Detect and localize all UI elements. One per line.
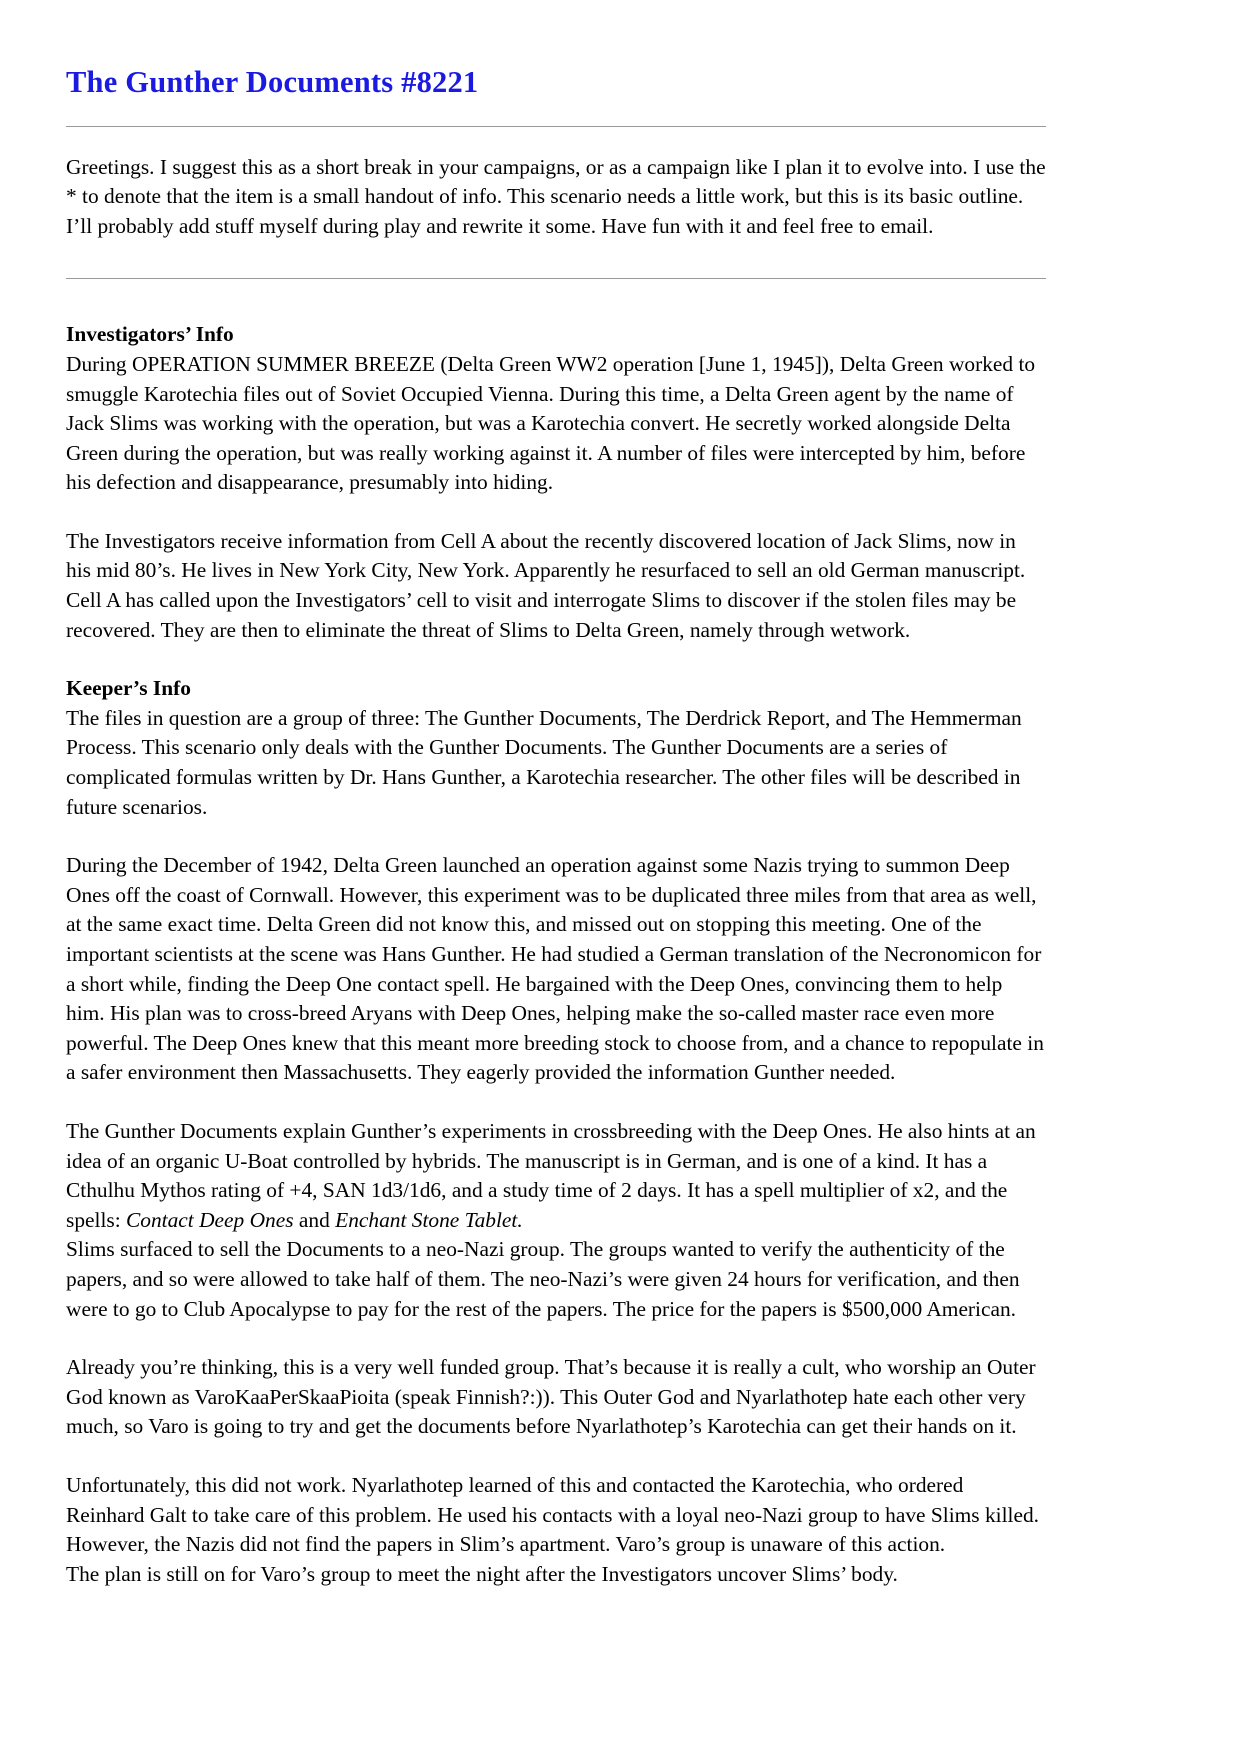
paragraph: During OPERATION SUMMER BREEZE (Delta Green WW2 operation [June 1, 1945]), Delta Green worked to smuggle Karotechia files out of Soviet Occupied Vienna. During this time, a Delta Green agent by the name of Jack Slims was working with the operation, but was a Karotechia convert. He secretly worked alongside Delta Green during the operation, but was really working against it. A number of files were intercepted by him, before his defection and disappearance, presumably into hiding. (66, 351, 1036, 495)
section-heading-investigators: Investigators’ Info (66, 322, 234, 347)
paragraph: Unfortunately, this did not work. Nyarlathotep learned of this and contacted the Karotechia, who ordered Reinhard Galt to take care of this problem. He used his contacts with a loyal neo-Nazi group to have Slims killed. However, the Nazis did not find the papers in Slim’s apartment. Varo’s group is unaware of this action. (66, 1472, 1040, 1557)
divider-middle (66, 278, 1046, 279)
spell-name-contact-deep-ones: Contact Deep Ones (126, 1207, 294, 1232)
paragraph: During the December of 1942, Delta Green launched an operation against some Nazis trying to summon Deep Ones off the coast of Cornwall. However, this experiment was to be duplicated three miles from that area as well, at the same exact time. Delta Green did not know this, and missed out on stopping this meeting. One of the important scientists at the scene was Hans Gunther. He had studied a German translation of the Necronomicon for a short while, finding the Deep One contact spell. He bargained with the Deep Ones, convincing them to help him. His plan was to cross-breed Aryans with Deep Ones, helping make the so-called master race even more powerful. The Deep Ones knew that this meant more breeding stock to choose from, and a chance to repopulate in a safer environment then Massachusetts. They eagerly provided the information Gunther needed. (66, 853, 1044, 1085)
paragraph: The files in question are a group of three: The Gunther Documents, The Derdrick Report, and The Hemmerman Process. This scenario only deals with the Gunther Documents. The Gunther Documents are a series of complicated formulas written by Dr. Hans Gunther, a Karotechia researcher. The other files will be described in future scenarios. (66, 705, 1022, 819)
spell-name-enchant-stone-tablet: Enchant Stone Tablet. (335, 1207, 523, 1232)
paragraph: Already you’re thinking, this is a very well funded group. That’s because it is really a cult, who worship an Outer God known as VaroKaaPerSkaaPioita (speak Finnish?:)). This Outer God and Nyarlathotep hate each other very much, so Varo is going to try and get the documents before Nyarlathotep’s Karotechia can get their hands on it. (66, 1355, 1036, 1439)
page-title: The Gunther Documents #8221 (66, 65, 479, 99)
intro-paragraph: Greetings. I suggest this as a short break in your campaigns, or as a campaign like I plan it to evolve into. I use the * to denote that the item is a small handout of info. This scenario needs a little work, but this is its basic outline. I’ll probably add stuff myself during play and rewrite it some. Have fun with it and feel free to email. (66, 154, 1046, 238)
documents-description-paragraph (66, 1117, 1046, 1235)
final-line: The plan is still on for Varo’s group to meet the night after the Investigators uncover Slims’ body. (66, 1561, 898, 1586)
documents-description-lead: The Gunther Documents explain Gunther’s experiments in crossbreeding with the Deep Ones. He also hints at an idea of an organic U-Boat controlled by hybrids. The manuscript is in German, and is one of a kind. It has a Cthulhu Mythos rating of +4, SAN 1d3/1d6, and a study time of 2 days. It has a spell multiplier of x2, and the spells: (66, 1118, 1036, 1232)
paragraph: The Investigators receive information from Cell A about the recently discovered location of Jack Slims, now in his mid 80’s. He lives in New York City, New York. Apparently he resurfaced to sell an old German manuscript. Cell A has called upon the Investigators’ cell to visit and interrogate Slims to discover if the stolen files may be recovered. They are then to eliminate the threat of Slims to Delta Green, namely through wetwork. (66, 528, 1026, 642)
section-investigators-info (66, 320, 1046, 645)
document-content (66, 0, 1046, 1589)
section-keepers-info (66, 674, 1046, 1088)
section-heading-keepers: Keeper’s Info (66, 676, 191, 701)
spell-joiner: and (293, 1207, 336, 1232)
divider-top (66, 126, 1046, 127)
documents-continuation-paragraph: Slims surfaced to sell the Documents to a neo-Nazi group. The groups wanted to verify the authenticity of the papers, and so were allowed to take half of them. The neo-Nazi’s were given 24 hours for verification, and then were to go to Club Apocalypse to pay for the rest of the papers. The price for the papers is $500,000 American. (66, 1237, 1020, 1321)
